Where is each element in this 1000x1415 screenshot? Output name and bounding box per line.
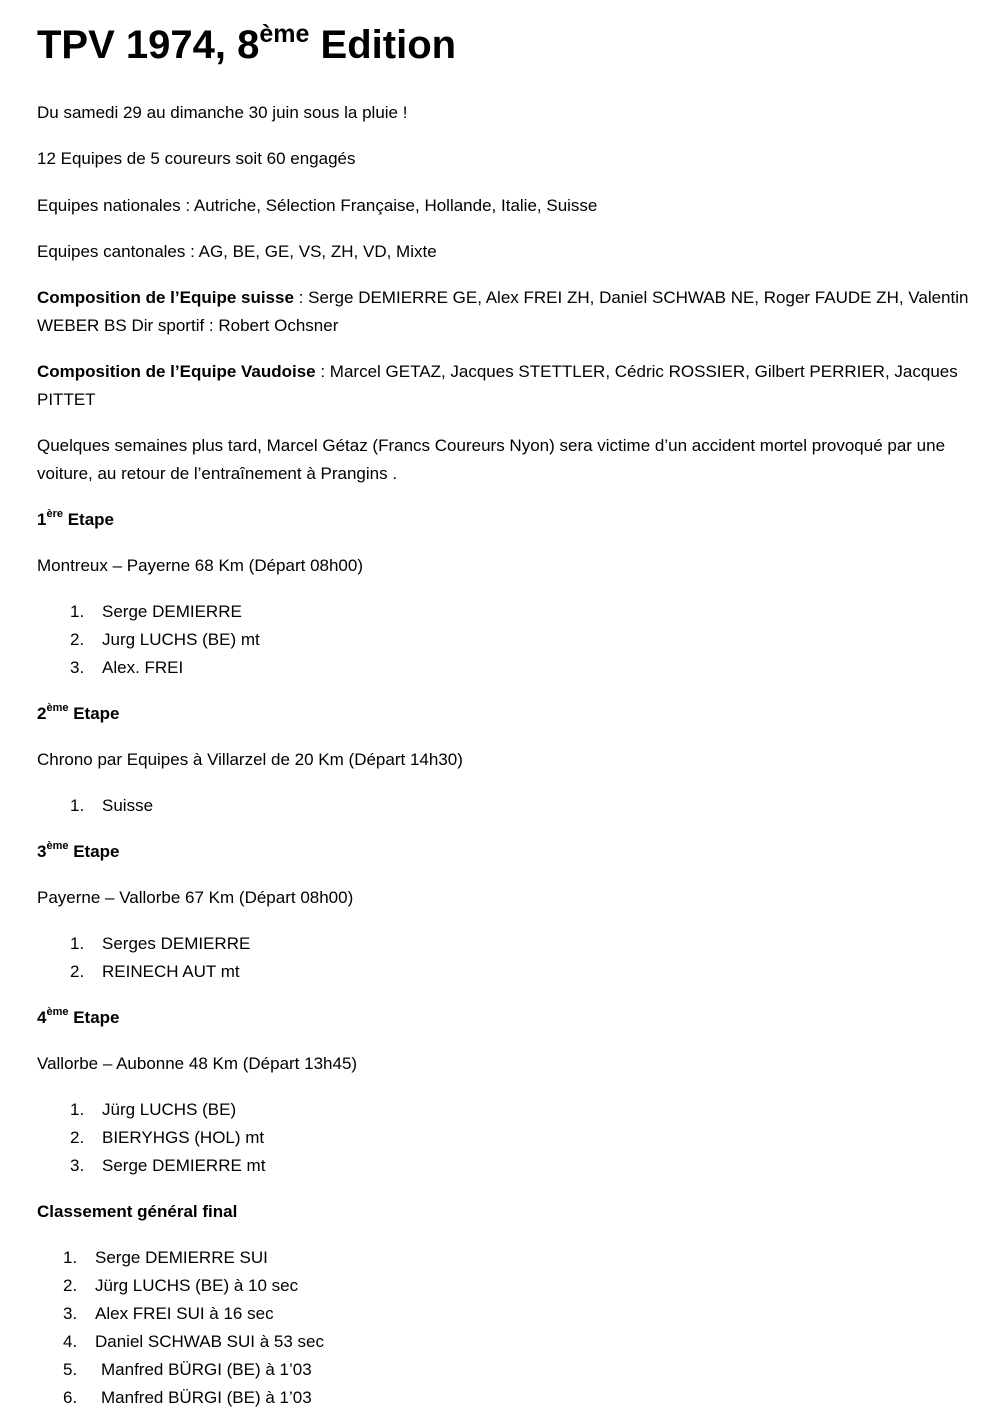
list-item: 2. Jurg LUCHS (BE) mt — [70, 630, 260, 649]
list-item: 3. Alex. FREI — [70, 658, 184, 677]
stage-1-results — [70, 598, 260, 682]
title-superscript: ème — [259, 19, 310, 48]
intro-dates: Du samedi 29 au dimanche 30 juin sous la pluie ! — [37, 103, 408, 122]
document-title — [37, 20, 456, 70]
general-classification-results — [63, 1244, 324, 1412]
list-item: 3. Alex FREI SUI à 16 sec — [63, 1304, 274, 1323]
list-item: 3. Serge DEMIERRE mt — [70, 1156, 266, 1175]
intro-cantonal-teams: Equipes cantonales : AG, BE, GE, VS, ZH, VD, Mixte — [37, 242, 437, 261]
list-item: 2. BIERYHGS (HOL) mt — [70, 1128, 265, 1147]
composition-vaud — [37, 358, 982, 414]
stage-2-results — [70, 792, 153, 820]
stage-1-route: Montreux – Payerne 68 Km (Départ 08h00) — [37, 556, 364, 575]
list-item: 4. Daniel SCHWAB SUI à 53 sec — [63, 1332, 324, 1351]
list-item: 1. Suisse — [70, 796, 154, 815]
general-classification-title: Classement général final — [37, 1202, 238, 1221]
list-item: 5. Manfred BÜRGI (BE) à 1’03 — [63, 1360, 312, 1379]
intro-national-teams: Equipes nationales : Autriche, Sélection Française, Hollande, Italie, Suisse — [37, 196, 598, 215]
stage-3-results — [70, 930, 250, 986]
accident-note: Quelques semaines plus tard, Marcel Gétaz (Francs Coureurs Nyon) sera victime d’un accident mortel provoqué par une voiture, au retour de l’entraînement à Prangins . — [37, 436, 946, 483]
list-item: 6. Manfred BÜRGI (BE) à 1’03 — [63, 1388, 312, 1407]
composition-suisse-text: : Serge DEMIERRE GE, Alex FREI ZH, Daniel SCHWAB NE, Roger FAUDE ZH, Valentin WEBER BS Dir sportif : Robert Ochsner — [37, 288, 969, 335]
list-item: 1. Serge DEMIERRE — [70, 602, 242, 621]
stage-1-title: 1ère Etape — [37, 508, 115, 529]
title-main: TPV 1974, 8 — [37, 23, 260, 67]
title-rest: Edition — [309, 23, 457, 67]
composition-vaud-label: Composition de l’Equipe Vaudoise — [37, 362, 316, 381]
intro-teams: 12 Equipes de 5 coureurs soit 60 engagés — [37, 149, 356, 168]
stage-3-route: Payerne – Vallorbe 67 Km (Départ 08h00) — [37, 888, 354, 907]
stage-4-route: Vallorbe – Aubonne 48 Km (Départ 13h45) — [37, 1054, 358, 1073]
list-item: 1. Serges DEMIERRE — [70, 934, 251, 953]
composition-suisse — [37, 284, 982, 340]
list-item: 2. Jürg LUCHS (BE) à 10 sec — [63, 1276, 299, 1295]
stage-4-results — [70, 1096, 265, 1180]
list-item: 2. REINECH AUT mt — [70, 962, 240, 981]
list-item: 1. Serge DEMIERRE SUI — [63, 1248, 268, 1267]
composition-suisse-label: Composition de l’Equipe suisse — [37, 288, 294, 307]
stage-3-title: 3ème Etape — [37, 840, 120, 861]
composition-vaud-text: : Marcel GETAZ, Jacques STETTLER, Cédric ROSSIER, Gilbert PERRIER, Jacques PITTET — [37, 362, 958, 409]
list-item: 1. Jürg LUCHS (BE) — [70, 1100, 237, 1119]
stage-4-title: 4ème Etape — [37, 1006, 120, 1027]
stage-2-route: Chrono par Equipes à Villarzel de 20 Km (Départ 14h30) — [37, 750, 463, 769]
stage-2-title: 2ème Etape — [37, 702, 120, 723]
